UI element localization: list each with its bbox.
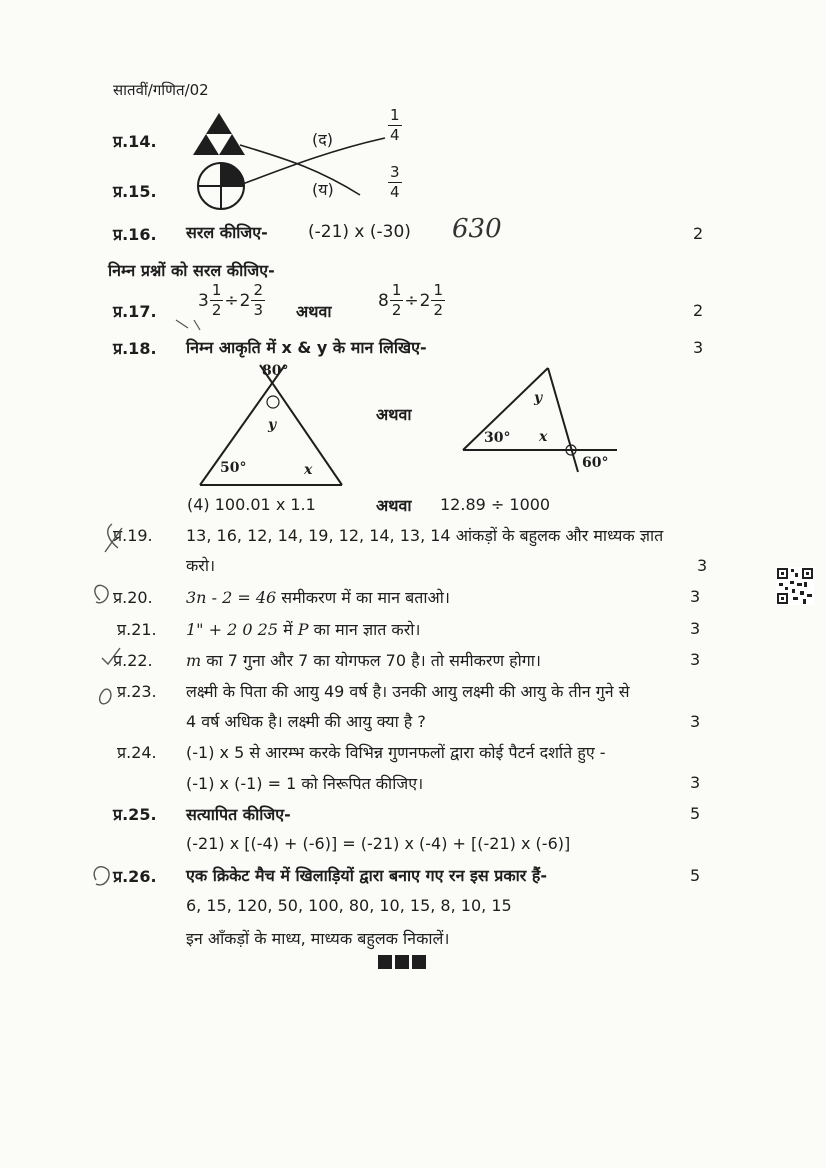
q21-statement: 1" + 2 0 25 में P का मान ज्ञात करो। bbox=[186, 620, 421, 639]
page-code: सातवीं/गणित/02 bbox=[113, 81, 209, 99]
q25-number: प्र.25. bbox=[113, 805, 157, 824]
q24-marks: 3 bbox=[690, 773, 701, 792]
q16-handwritten-answer: 630 bbox=[452, 214, 502, 244]
q26-line3: इन आँकड़ों के माध्य, माध्यक बहुलक निकालें। bbox=[186, 929, 450, 948]
fig1-x-label: x bbox=[304, 462, 313, 478]
q14-option: (द) bbox=[312, 130, 333, 149]
q19-line1: 13, 16, 12, 14, 19, 12, 14, 13, 14 आंकड़ों के बहुलक और माध्यक ज्ञात bbox=[186, 526, 664, 545]
q24-number: प्र.24. bbox=[117, 743, 157, 762]
q23-line1: लक्ष्मी के पिता की आयु 49 वर्ष है। उनकी आयु लक्ष्मी की आयु के तीन गुने से bbox=[186, 682, 630, 701]
q16-text: सरल कीजिए- bbox=[186, 223, 268, 242]
q18-sub-or: अथवा bbox=[376, 496, 412, 515]
q26-line1: एक क्रिकेट मैच में खिलाड़ियों द्वारा बनाए गए रन इस प्रकार हैं- bbox=[186, 866, 548, 885]
q18-sub-alt: 12.89 ÷ 1000 bbox=[440, 495, 551, 514]
q15-fraction: $\frac{3}{4}$ bbox=[390, 163, 400, 201]
q19-line2: करो। bbox=[186, 556, 216, 575]
q26-marks: 5 bbox=[690, 866, 701, 885]
q22-marks: 3 bbox=[690, 650, 701, 669]
q26-line2: 6, 15, 120, 50, 100, 80, 10, 15, 8, 10, 15 bbox=[186, 896, 512, 915]
fig1-top-angle: 80° bbox=[262, 363, 289, 379]
section-instruction: निम्न प्रश्नों को सरल कीजिए- bbox=[108, 261, 275, 280]
q16-marks: 2 bbox=[693, 224, 704, 243]
q14-fraction: $\frac{1}{4}$ bbox=[390, 106, 400, 144]
q19-marks: 3 bbox=[697, 556, 708, 575]
q26-number: प्र.26. bbox=[113, 867, 157, 886]
fig2-angle-30: 30° bbox=[484, 430, 511, 446]
fig2-angle-60: 60° bbox=[582, 455, 609, 471]
q19-number: प्र.19. bbox=[113, 526, 153, 545]
q21-number: प्र.21. bbox=[117, 620, 157, 639]
fig1-y-label: y bbox=[268, 417, 277, 433]
fig2-x-label: x bbox=[539, 429, 548, 445]
q18-marks: 3 bbox=[693, 338, 704, 357]
fig2-y-label: y bbox=[534, 390, 543, 406]
q15-option: (य) bbox=[312, 180, 334, 199]
q23-number: प्र.23. bbox=[117, 682, 157, 701]
q22-statement: m का 7 गुना और 7 का योगफल 70 है। तो समीकरण होगा। bbox=[186, 651, 541, 670]
q15-number: प्र.15. bbox=[113, 182, 157, 201]
q20-number: प्र.20. bbox=[113, 588, 153, 607]
q25-marks: 5 bbox=[690, 804, 701, 823]
q17-or: अथवा bbox=[296, 302, 332, 321]
q17-number: प्र.17. bbox=[113, 302, 157, 321]
q24-line2: (-1) x (-1) = 1 को निरूपित कीजिए। bbox=[186, 774, 424, 793]
q14-number: प्र.14. bbox=[113, 132, 157, 151]
fig1-left-angle: 50° bbox=[220, 460, 247, 476]
q22-number: प्र.22. bbox=[113, 651, 153, 670]
q17-expression-a: 3 $\frac{1}{2}$ ÷ 2 $\frac{2}{3}$ bbox=[198, 281, 263, 319]
q18-number: प्र.18. bbox=[113, 339, 157, 358]
q24-line1: (-1) x 5 से आरम्भ करके विभिन्न गुणनफलों द्वारा कोई पैटर्न दर्शाते हुए - bbox=[186, 743, 606, 762]
q17-marks: 2 bbox=[693, 301, 704, 320]
q20-statement: 3n - 2 = 46 समीकरण में का मान बताओ। bbox=[186, 588, 450, 607]
q23-marks: 3 bbox=[690, 712, 701, 731]
q20-marks: 3 bbox=[690, 587, 701, 606]
q17-expression-b: 8 $\frac{1}{2}$ ÷ 2 $\frac{1}{2}$ bbox=[378, 281, 443, 319]
q18-sub-expression: (4) 100.01 x 1.1 bbox=[187, 495, 316, 514]
q25-text: सत्यापित कीजिए- bbox=[186, 805, 291, 824]
q16-expression: (-21) x (-30) bbox=[308, 222, 411, 242]
q18-text: निम्न आकृति में x & y के मान लिखिए- bbox=[186, 338, 427, 357]
q18-or: अथवा bbox=[376, 405, 412, 424]
q25-expression: (-21) x [(-4) + (-6)] = (-21) x (-4) + [(-21) x (-6)] bbox=[186, 834, 571, 853]
q23-line2: 4 वर्ष अधिक है। लक्ष्मी की आयु क्या है ? bbox=[186, 712, 426, 731]
q21-marks: 3 bbox=[690, 619, 701, 638]
q16-number: प्र.16. bbox=[113, 225, 157, 244]
